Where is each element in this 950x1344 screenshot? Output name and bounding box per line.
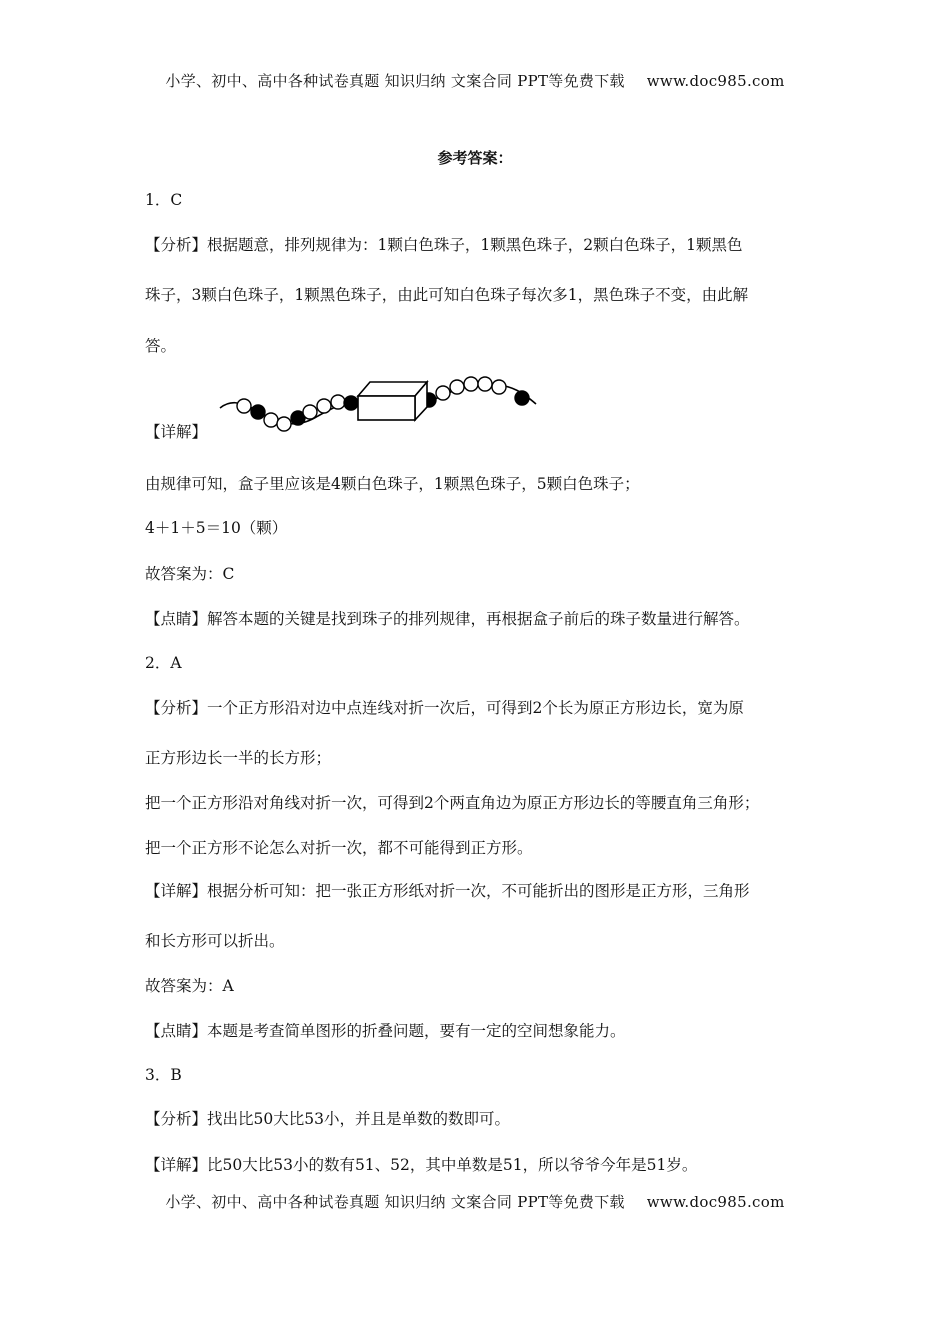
header-site: www.doc985.com xyxy=(646,72,785,90)
q3-answer: 3．B xyxy=(145,1066,182,1084)
q1-comment: 【点睛】解答本题的关键是找到珠子的排列规律，再根据盒子前后的珠子数量进行解答。 xyxy=(145,610,750,628)
white-bead xyxy=(277,417,291,431)
q1-analysis-line1: 【分析】根据题意，排列规律为：1颗白色珠子，1颗黑色珠子，2颗白色珠子，1颗黑色 xyxy=(145,236,743,254)
q2-detail-line1: 【详解】根据分析可知：把一张正方形纸对折一次，不可能折出的图形是正方形，三角形 xyxy=(145,882,750,900)
white-bead xyxy=(237,399,251,413)
q2-analysis-line4: 把一个正方形不论怎么对折一次，都不可能得到正方形。 xyxy=(145,839,533,857)
black-bead xyxy=(344,396,358,410)
q1-calc: 4＋1＋5＝10（颗） xyxy=(145,519,288,537)
white-bead xyxy=(436,386,450,400)
q2-analysis-line3: 把一个正方形沿对角线对折一次，可得到2个两直角边为原正方形边长的等腰直角三角形； xyxy=(145,794,760,812)
page-footer xyxy=(0,1191,950,1212)
q3-analysis: 【分析】找出比50大比53小，并且是单数的数即可。 xyxy=(145,1110,510,1128)
q2-detail-line2: 和长方形可以折出。 xyxy=(145,932,285,950)
white-bead xyxy=(303,405,317,419)
black-bead xyxy=(515,391,529,405)
white-bead xyxy=(478,377,492,391)
q3-detail: 【详解】比50大比53小的数有51、52，其中单数是51，所以爷爷今年是51岁。 xyxy=(145,1156,698,1174)
box-icon xyxy=(358,382,427,420)
q2-comment: 【点睛】本题是考查简单图形的折叠问题，要有一定的空间想象能力。 xyxy=(145,1022,626,1040)
q2-analysis-line1: 【分析】一个正方形沿对边中点连线对折一次后，可得到2个长为原正方形边长，宽为原 xyxy=(145,699,744,717)
q1-analysis-line3: 答。 xyxy=(145,337,177,355)
white-bead xyxy=(450,380,464,394)
black-bead xyxy=(251,405,265,419)
q1-final-answer: 故答案为：C xyxy=(145,565,235,583)
bead-string-diagram xyxy=(218,372,548,436)
q1-detail-label: 【详解】 xyxy=(145,423,208,441)
footer-site: www.doc985.com xyxy=(646,1193,785,1211)
white-bead xyxy=(331,395,345,409)
footer-text: 小学、初中、高中各种试卷真题 知识归纳 文案合同 PPT等免费下载 xyxy=(165,1193,625,1211)
q2-final-answer: 故答案为：A xyxy=(145,977,234,995)
white-bead xyxy=(464,377,478,391)
white-bead xyxy=(492,380,506,394)
q2-answer: 2．A xyxy=(145,654,182,672)
q1-answer: 1．C xyxy=(145,191,183,209)
header-text: 小学、初中、高中各种试卷真题 知识归纳 文案合同 PPT等免费下载 xyxy=(165,72,625,90)
q1-detail-line1: 由规律可知，盒子里应该是4颗白色珠子，1颗黑色珠子，5颗白色珠子； xyxy=(145,475,640,493)
white-bead xyxy=(264,413,278,427)
q1-analysis-line2: 珠子，3颗白色珠子，1颗黑色珠子，由此可知白色珠子每次多1，黑色珠子不变，由此解 xyxy=(145,286,749,304)
q2-analysis-line2: 正方形边长一半的长方形； xyxy=(145,749,332,767)
answer-title: 参考答案： xyxy=(437,149,513,167)
white-bead xyxy=(317,399,331,413)
page-header xyxy=(0,70,950,91)
